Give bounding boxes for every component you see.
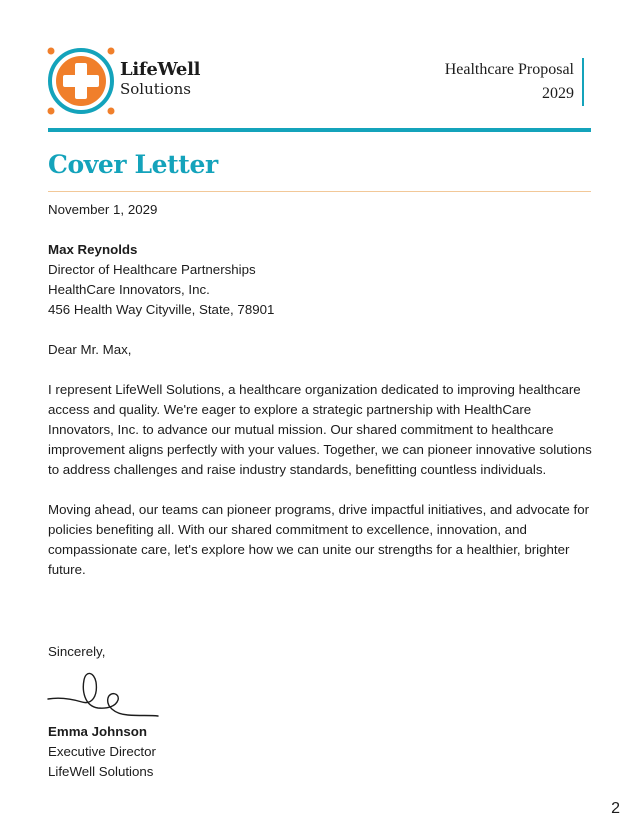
body-paragraph: Moving ahead, our teams can pioneer programs, drive impactful initiatives, and advocate for policies benefiting all. With our shared commitment to excellence, innovation, and compassionate care, let's explore how we can unite our strengths for a healthier, brighter future. (48, 502, 590, 577)
brand-subname: Solutions (120, 80, 191, 98)
recipient-company: HealthCare Innovators, Inc. (48, 282, 210, 297)
document-label: Healthcare Proposal (444, 61, 574, 78)
document-meta (445, 58, 584, 106)
recipient-title: Director of Healthcare Partnerships (48, 262, 256, 277)
letter-date: November 1, 2029 (48, 202, 158, 217)
signer-company: LifeWell Solutions (48, 764, 154, 779)
brand-name: LifeWell (120, 59, 201, 80)
signer-name: Emma Johnson (48, 724, 148, 739)
letter-body (48, 200, 598, 580)
signer-block (48, 722, 156, 782)
recipient-name: Max Reynolds (48, 242, 138, 257)
page-number: 2 (611, 800, 620, 817)
page-title: Cover Letter (48, 150, 218, 179)
recipient-address: 456 Health Way Cityville, State, 78901 (48, 302, 275, 317)
header-divider (48, 128, 591, 132)
document-year: 2029 (542, 85, 574, 102)
lifewell-logo-icon (46, 46, 116, 116)
salutation: Dear Mr. Max, (48, 342, 132, 357)
title-divider (48, 191, 591, 192)
signature-icon (46, 660, 162, 720)
signer-title: Executive Director (48, 744, 156, 759)
closing: Sincerely, (48, 644, 106, 659)
brand-wordmark (120, 60, 200, 98)
body-paragraph: I represent LifeWell Solutions, a healthcare organization dedicated to improving healthcare access and quality. We're eager to explore a strategic partnership with HealthCare Innovators, Inc. to advance our mutual mission. Our shared commitment to healthcare improvement aligns perfectly with your values. Together, we can pioneer innovative solutions to address challenges and raise industry standards, benefitting countless individuals. (48, 382, 592, 477)
